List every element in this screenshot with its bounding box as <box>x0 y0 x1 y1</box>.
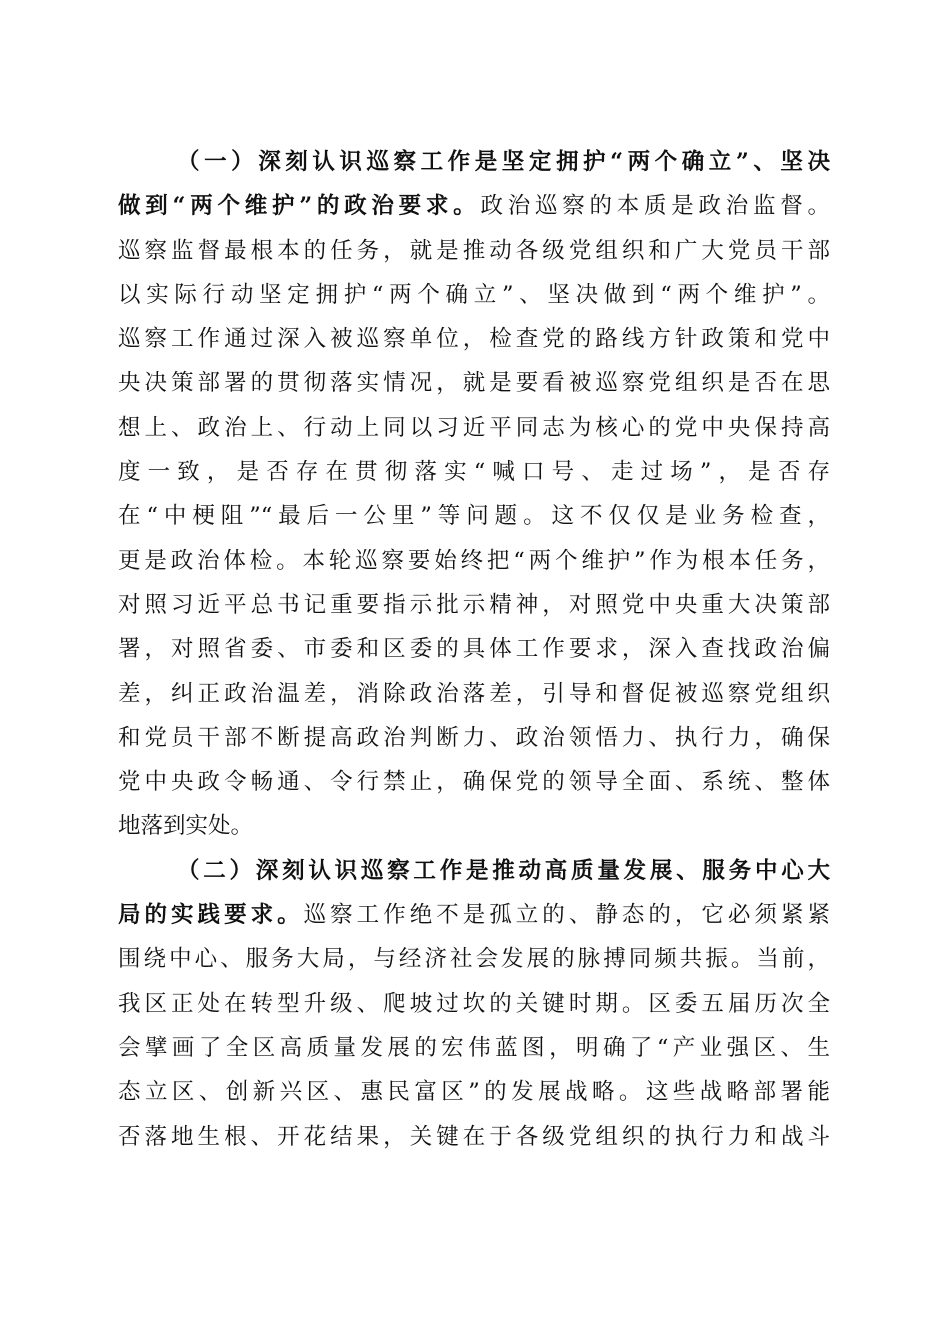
text-line: 和党员干部不断提高政治判断力、政治领悟力、执行力，确保 <box>118 724 830 751</box>
body-text: 巡察工作绝不是孤立的、静态的，它必须紧紧 <box>303 902 830 929</box>
text-line: 我区正处在转型升级、爬坡过坎的关键时期。区委五届历次全 <box>118 990 830 1017</box>
text-line <box>118 140 830 184</box>
text-line <box>118 893 830 937</box>
text-line: 巡察监督最根本的任务，就是推动各级党组织和广大党员干部 <box>118 237 830 264</box>
text-line: 围绕中心、服务大局，与经济社会发展的脉搏同频共振。当前， <box>118 946 830 973</box>
text-line: 度一致，是否存在贯彻落实“喊口号、走过场”，是否存 <box>118 459 830 486</box>
text-line: 会擘画了全区高质量发展的宏伟蓝图，明确了“产业强区、生 <box>118 1034 830 1061</box>
text-line: 党中央政令畅通、令行禁止，确保党的领导全面、系统、整体 <box>118 769 830 796</box>
text-line <box>118 849 830 893</box>
text-line: 否落地生根、开花结果，关键在于各级党组织的执行力和战斗 <box>118 1123 830 1150</box>
text-line: 以实际行动坚定拥护“两个确立”、坚决做到“两个维护”。 <box>118 281 830 308</box>
document-body <box>118 140 830 1159</box>
text-line: 态立区、创新兴区、惠民富区”的发展战略。这些战略部署能 <box>118 1079 830 1106</box>
section-heading: 做到“两个维护”的政治要求。 <box>118 193 481 220</box>
text-line: 地落到实处。 <box>118 813 254 840</box>
section-heading: （二）深刻认识巡察工作是推动高质量发展、服务中心大 <box>177 857 830 884</box>
section-heading: （一）深刻认识巡察工作是坚定拥护“两个确立”、坚决 <box>177 149 830 175</box>
body-text: 政治巡察的本质是政治监督。 <box>480 193 830 220</box>
text-line: 在“中梗阻”“最后一公里”等问题。这不仅仅是业务检查， <box>118 503 830 530</box>
section-heading: 局的实践要求。 <box>118 902 304 929</box>
text-line: 央决策部署的贯彻落实情况，就是要看被巡察党组织是否在思 <box>118 370 830 397</box>
text-line: 对照习近平总书记重要指示批示精神，对照党中央重大决策部 <box>118 591 830 618</box>
text-line: 署，对照省委、市委和区委的具体工作要求，深入查找政治偏 <box>118 636 830 663</box>
text-line: 想上、政治上、行动上同以习近平同志为核心的党中央保持高 <box>118 414 830 441</box>
text-line: 差，纠正政治温差，消除政治落差，引导和督促被巡察党组织 <box>118 680 830 707</box>
text-line <box>118 184 830 228</box>
paragraph-political-requirement <box>118 140 830 849</box>
text-line: 更是政治体检。本轮巡察要始终把“两个维护”作为根本任务， <box>118 547 830 574</box>
paragraph-practical-requirement <box>118 849 830 1159</box>
text-line: 巡察工作通过深入被巡察单位，检查党的路线方针政策和党中 <box>118 326 830 353</box>
